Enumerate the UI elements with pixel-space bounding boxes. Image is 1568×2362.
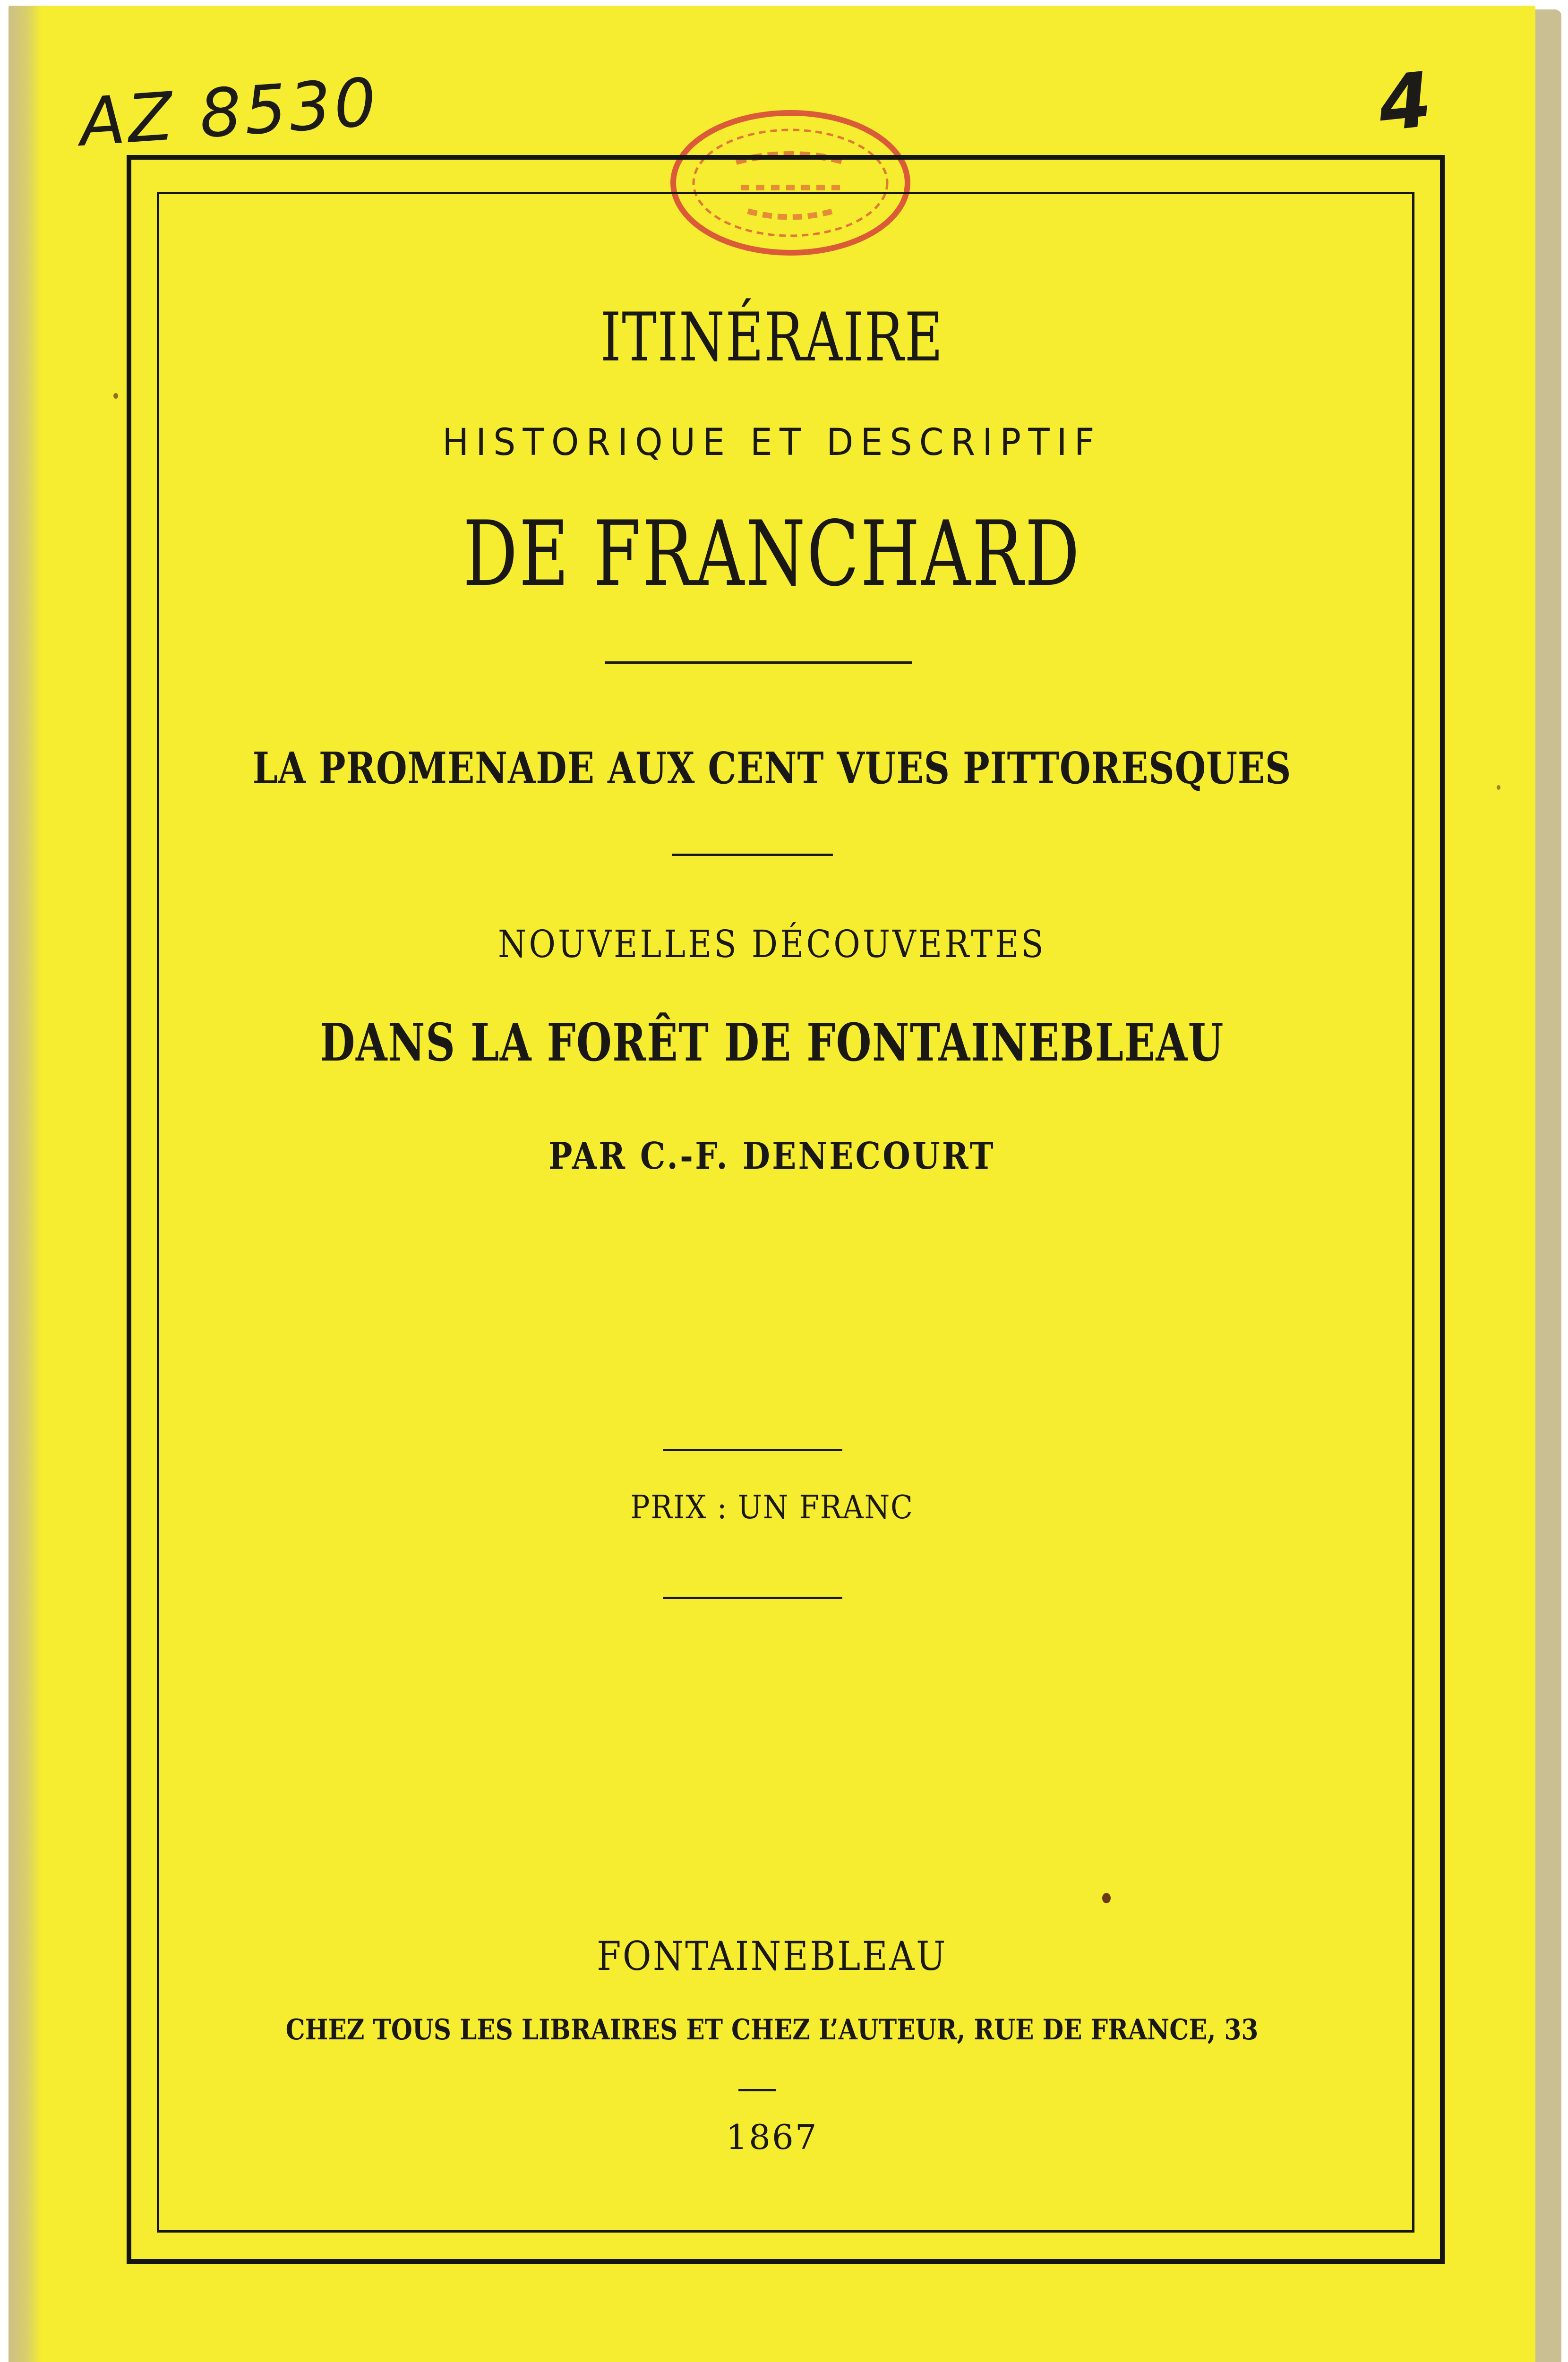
- paper-foxing-spot: [113, 393, 118, 399]
- imprint-address: CHEZ TOUS LES LIBRAIRES ET CHEZ L’AUTEUR, RUE DE FRANCE, 33: [285, 2013, 1259, 2046]
- inner-border-frame: [157, 192, 1414, 2233]
- subtitle: LA PROMENADE AUX CENT VUES PITTORESQUES: [252, 743, 1292, 794]
- divider-rule: [663, 1449, 842, 1451]
- discoveries-line-1: NOUVELLES DÉCOUVERTES: [498, 922, 1046, 966]
- imprint-year: 1867: [726, 2117, 818, 2157]
- title-line-historique: HISTORIQUE ET DESCRIPTIF: [442, 421, 1102, 464]
- handwritten-corner-number: 4: [1374, 55, 1436, 149]
- short-divider-rule: [738, 2089, 776, 2091]
- author-line: PAR C.-F. DENECOURT: [548, 1135, 995, 1178]
- paper-foxing-spot: [1102, 1893, 1111, 1903]
- divider-rule: [672, 854, 833, 856]
- title-line-franchard: DE FRANCHARD: [463, 502, 1081, 606]
- divider-rule: [605, 661, 912, 664]
- divider-rule: [663, 1597, 842, 1599]
- discoveries-line-2: DANS LA FORÊT DE FONTAINEBLEAU: [320, 1012, 1224, 1073]
- paper-foxing-spot: [1497, 785, 1500, 790]
- handwritten-shelfmark: AZ 8530: [77, 64, 382, 162]
- price-line: PRIX : UN FRANC: [630, 1489, 914, 1526]
- imprint-city: FONTAINEBLEAU: [597, 1933, 947, 1979]
- title-line-itineraire: ITINÉRAIRE: [600, 299, 944, 377]
- booklet-cover: [9, 6, 1535, 2362]
